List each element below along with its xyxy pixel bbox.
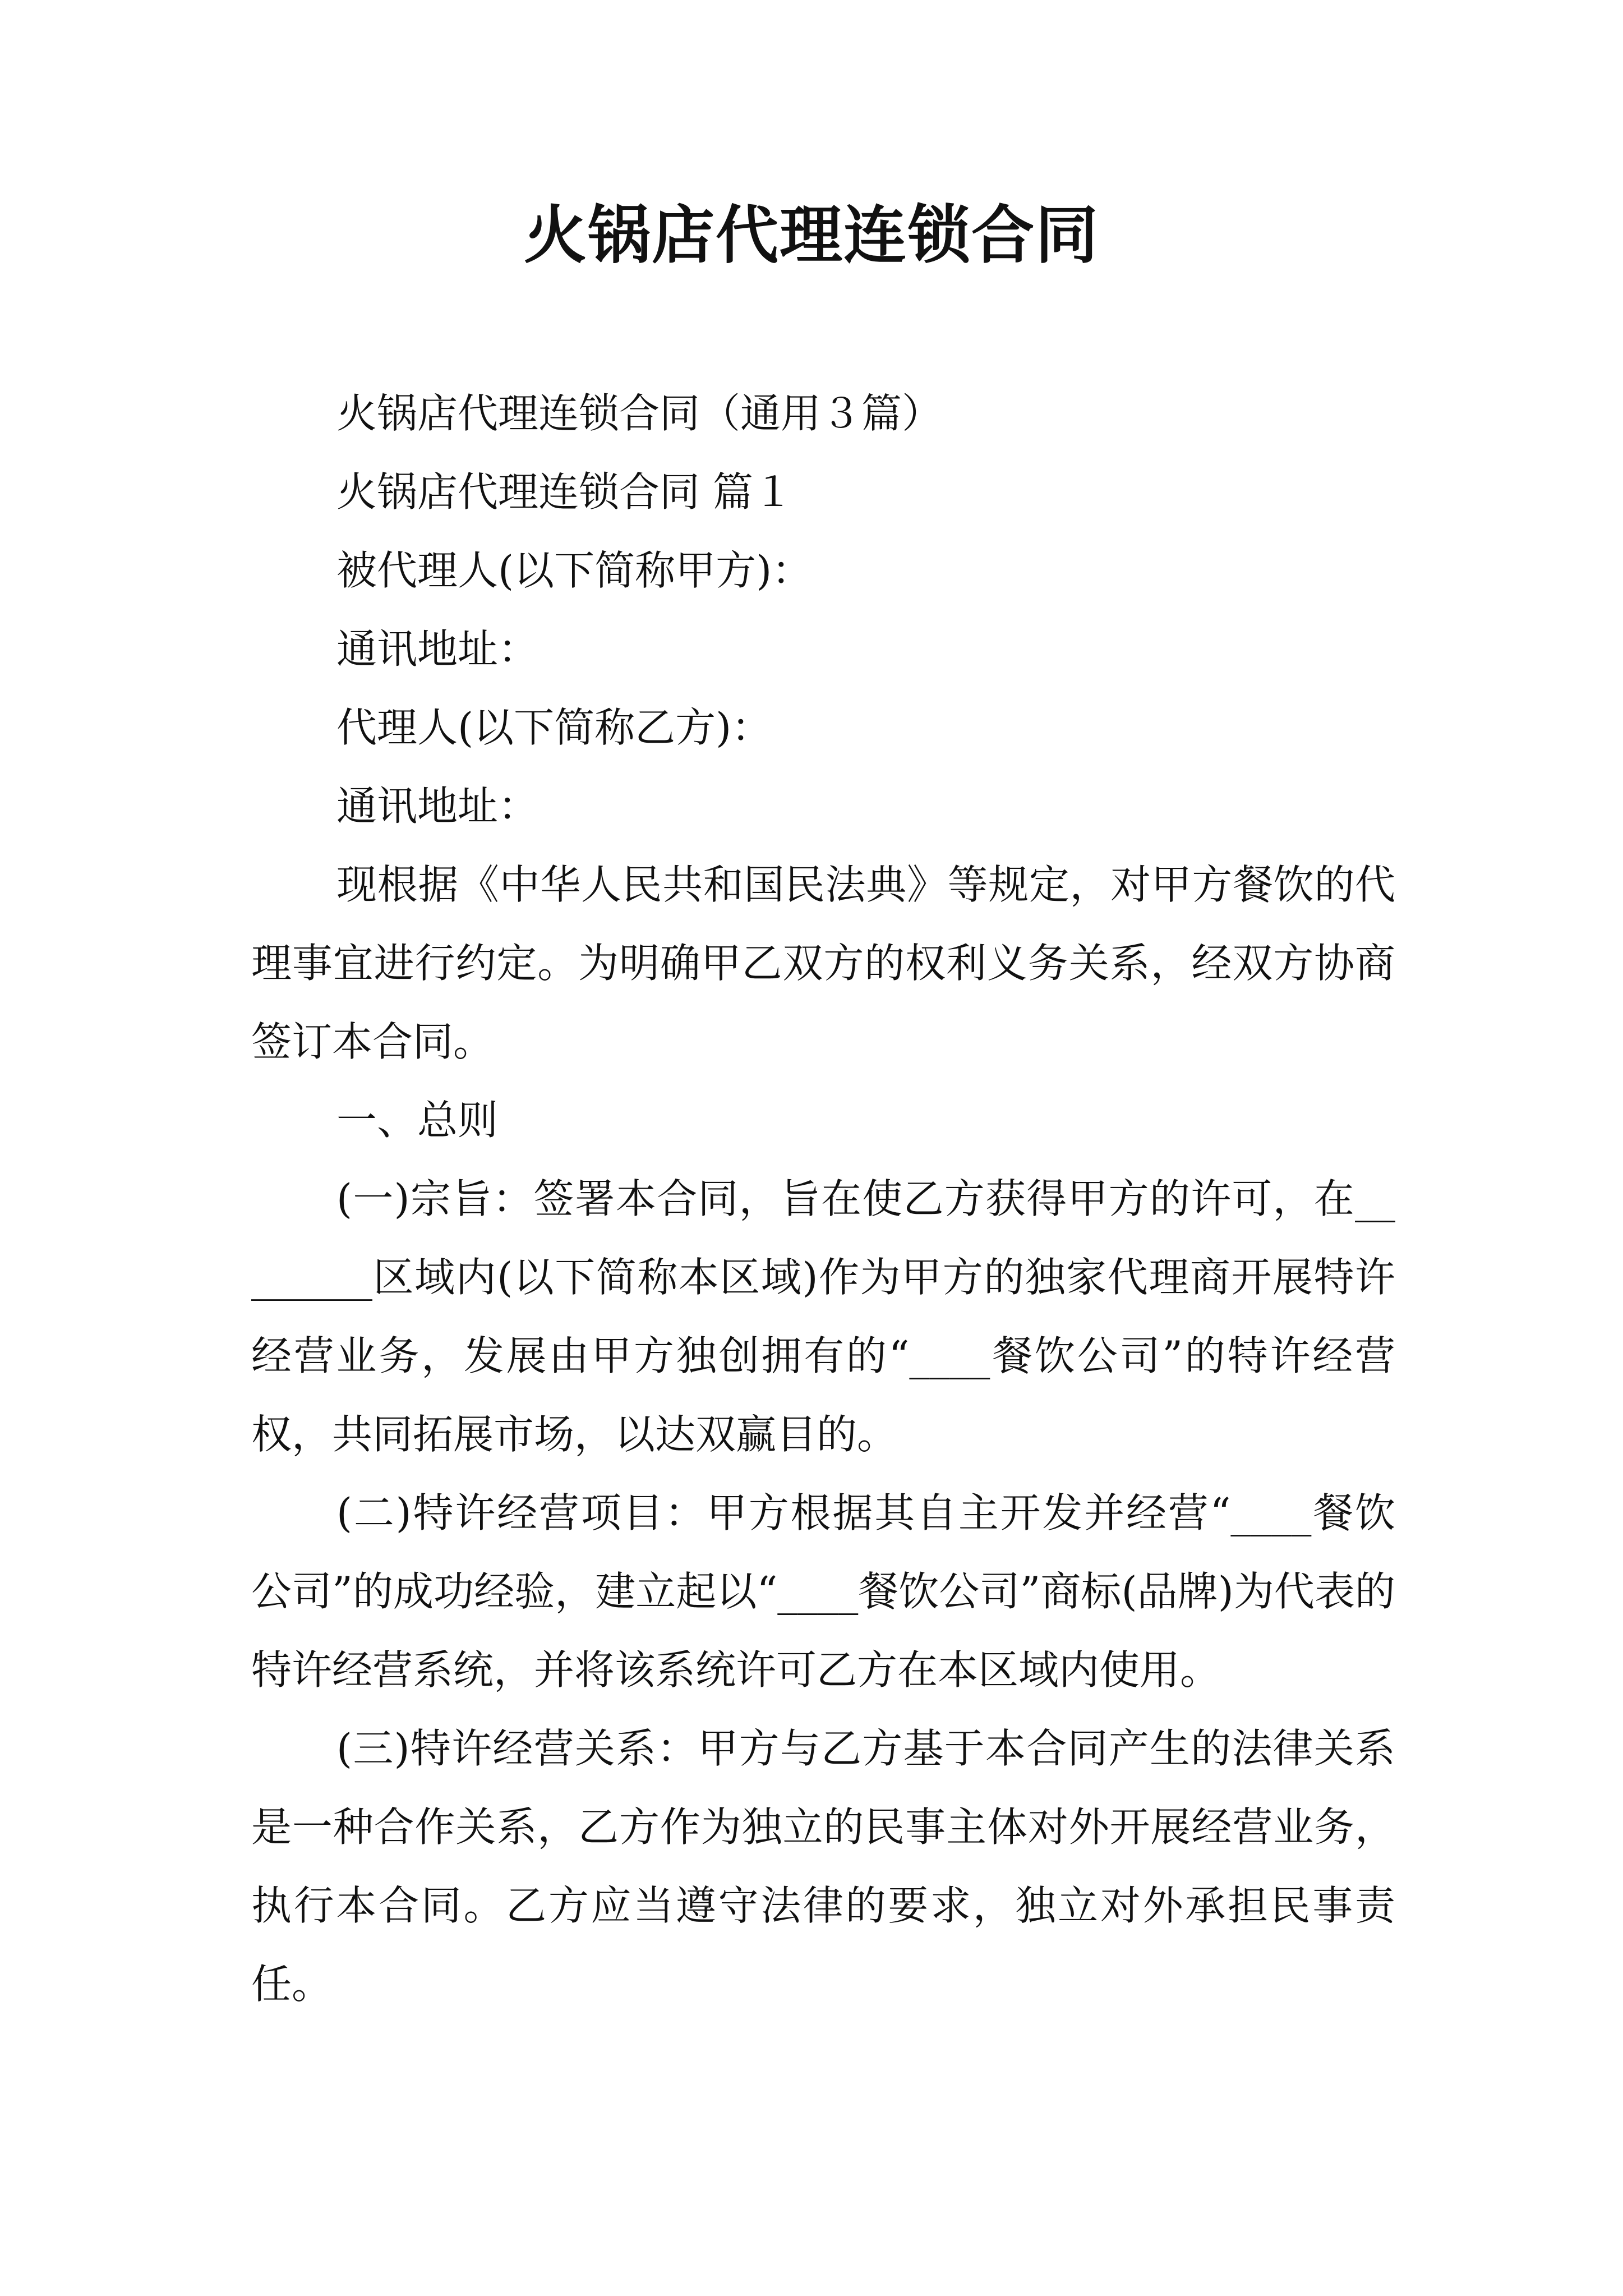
paragraph-party-a: 被代理人(以下简称甲方)： bbox=[336, 547, 813, 594]
paragraph-party-a-address: 通讯地址： bbox=[336, 625, 539, 673]
paragraph-general-heading: 一、总则 bbox=[336, 1097, 499, 1144]
paragraph-clause-franchise-project: (二)特许经营项目：甲方根据其自主开发并经营“____餐饮公司”的成功经验，建立起以“____餐饮公司”商标(品牌)为代表的特许经营系统，并将该系统许可乙方在本区域内使用。 bbox=[251, 1489, 1395, 1694]
paragraph-party-b: 代理人(以下简称乙方)： bbox=[336, 704, 772, 751]
paragraph-preamble: 现根据《中华人民共和国民法典》等规定，对甲方餐饮的代理事宜进行约定。为明确甲乙双方的权利义务关系，经双方协商签订本合同。 bbox=[251, 861, 1395, 1065]
document-body bbox=[251, 374, 1395, 2023]
paragraph-subtitle: 火锅店代理连锁合同（通用３篇） bbox=[336, 390, 943, 437]
paragraph-clause-purpose: (一)宗旨：签署本合同，旨在使乙方获得甲方的许可，在________区域内(以下简称本区域)作为甲方的独家代理商开展特许经营业务，发展由甲方独创拥有的“____餐饮公司”的特许经营权，共同拓展市场，以达双赢目的。 bbox=[251, 1175, 1395, 1458]
paragraph-party-b-address: 通讯地址： bbox=[336, 783, 539, 830]
paragraph-clause-franchise-relationship: (三)特许经营关系：甲方与乙方基于本合同产生的法律关系是一种合作关系，乙方作为独立的民事主体对外开展经营业务，执行本合同。乙方应当遵守法律的要求，独立对外承担民事责任。 bbox=[251, 1725, 1395, 2008]
document-title: 火锅店代理连锁合同 bbox=[524, 199, 1099, 272]
paragraph-section-heading: 火锅店代理连锁合同 篇１ bbox=[336, 468, 794, 516]
